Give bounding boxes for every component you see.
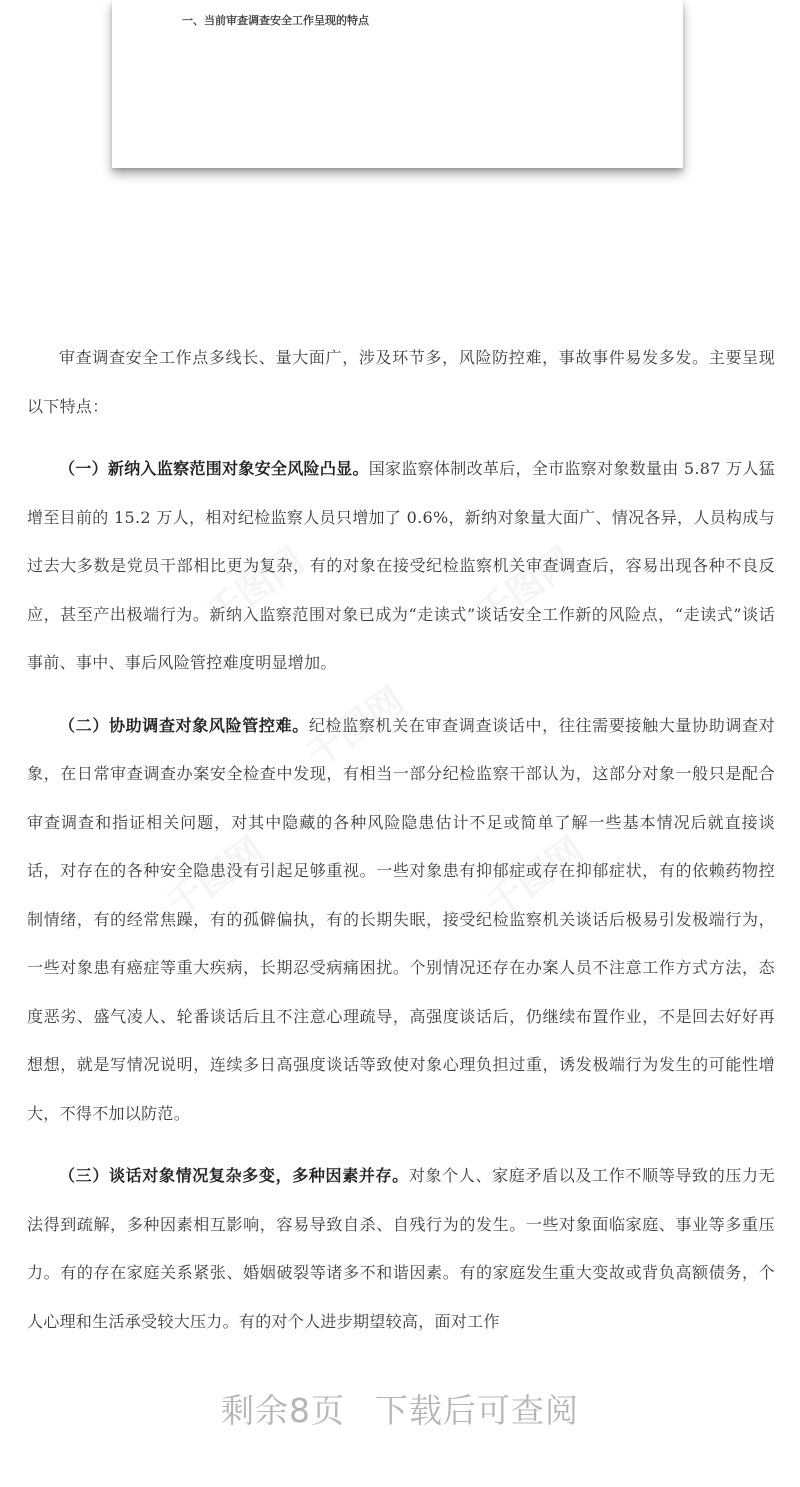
preview-heading: 一、当前审查调查安全工作呈现的特点: [182, 14, 369, 27]
preview-page-card: [112, 0, 683, 168]
section-1-text: 国家监察体制改革后，全市监察对象数量由 5.87 万人猛增至目前的 15.2 万人，相对纪检监察人员只增加了 0.6%，新纳对象量大面广、情况各异，人员构成与过去大多数是党员干部相比更为复杂，有的对象在接受纪检监察机关审查调查后，容易出现各种不良反应，甚至产出极端行为。新纳入监察范围对象已成为“走读式”谈话安全工作新的风险点，“走读式”谈话事前、事中、事后风险管控难度明显增加。: [27, 459, 775, 672]
section-1-heading: （一）新纳入监察范围对象安全风险凸显。: [59, 459, 369, 478]
document-body: [27, 334, 775, 1346]
section-2-text: 纪检监察机关在审查调查谈话中，往往需要接触大量协助调查对象，在日常审查调查办案安全检查中发现，有相当一部分纪检监察干部认为，这部分对象一般只是配合审查调查和指证相关问题，对其中隐藏的各种风险隐患估计不足或简单了解一些基本情况后就直接谈话，对存在的各种安全隐患没有引起足够重视。一些对象患有抑郁症或存在抑郁症状，有的依赖药物控制情绪，有的经常焦躁，有的孤僻偏执，有的长期失眠，接受纪检监察机关谈话后极易引发极端行为，一些对象患有癌症等重大疾病，长期忍受病痛困扰。个别情况还存在办案人员不注意工作方式方法，态度恶劣、盛气凌人、轮番谈话后且不注意心理疏导，高强度谈话后，仍继续布置作业，不是回去好好再想想，就是写情况说明，连续多日高强度谈话等致使对象心理负担过重，诱发极端行为发生的可能性增大，不得不加以防范。: [27, 715, 775, 1123]
download-to-view-label: 下载后可查阅: [375, 1391, 579, 1430]
intro-paragraph: 审查调查安全工作点多线长、量大面广，涉及环节多，风险防控难，事故事件易发多发。主要呈现以下特点：: [27, 348, 775, 416]
download-prompt[interactable]: [0, 1385, 800, 1432]
section-2-paragraph: [27, 702, 775, 1139]
section-3-paragraph: [27, 1152, 775, 1346]
section-3-heading: （三）谈话对象情况复杂多变，多种因素并存。: [59, 1166, 409, 1185]
section-1-paragraph: [27, 445, 775, 688]
remaining-pages-label: 剩余8页: [221, 1391, 345, 1430]
section-3-text: 对象个人、家庭矛盾以及工作不顺等导致的压力无法得到疏解，多种因素相互影响，容易导致自杀、自残行为的发生。一些对象面临家庭、事业等多重压力。有的存在家庭关系紧张、婚姻破裂等诸多不和谐因素。有的家庭发生重大变故或背负高额债务，个人心理和生活承受较大压力。有的对个人进步期望较高，面对工作: [27, 1166, 775, 1331]
section-2-heading: （二）协助调查对象风险管控难。: [59, 715, 309, 735]
